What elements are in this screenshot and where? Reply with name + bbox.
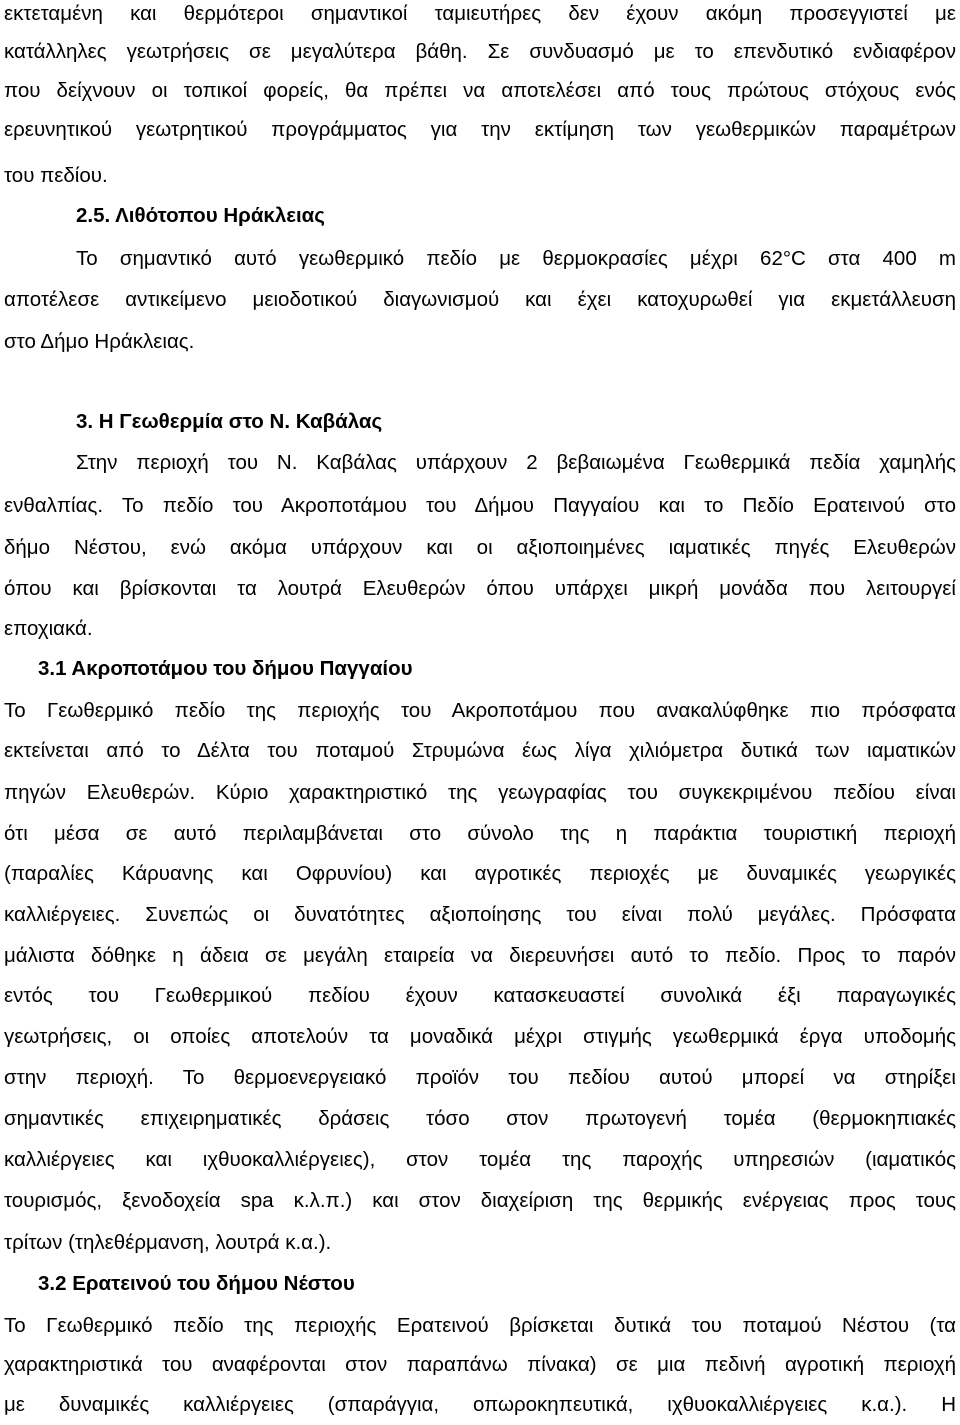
paragraph-line: δήμο Νέστου, ενώ ακόμα υπάρχουν και οι αξιοποιημένες ιαματικές πηγές Ελευθερών <box>4 536 956 559</box>
paragraph-line: καλλιέργειες. Συνεπώς οι δυνατότητες αξιοποίησης του είναι πολύ μεγάλες. Πρόσφατα <box>4 903 956 926</box>
section-heading-2-5: 2.5. Λιθότοπου Ηράκλειας <box>76 204 325 227</box>
section-heading-3-2: 3.2 Ερατεινού του δήμου Νέστου <box>38 1272 355 1295</box>
paragraph-line: (παραλίες Κάρυανης και Οφρυνίου) και αγροτικές περιοχές με δυναμικές γεωργικές <box>4 862 956 885</box>
section-heading-3: 3. Η Γεωθερμία στο Ν. Καβάλας <box>76 410 383 433</box>
paragraph-line: με δυναμικές καλλιέργειες (σπαράγγια, οπωροκηπευτικά, ιχθυοκαλλιέργειες κ.α.). Η <box>4 1393 956 1416</box>
paragraph-line: εντός του Γεωθερμικού πεδίου έχουν κατασκευαστεί συνολικά έξι παραγωγικές <box>4 984 956 1007</box>
paragraph-line: καλλιέργειες και ιχθυοκαλλιέργειες), στον τομέα της παροχής υπηρεσιών (ιαματικός <box>4 1148 956 1171</box>
paragraph-line: κατάλληλες γεωτρήσεις σε μεγαλύτερα βάθη. Σε συνδυασμό με το επενδυτικό ενδιαφέρον <box>4 40 956 63</box>
paragraph-line: όπου και βρίσκονται τα λουτρά Ελευθερών όπου υπάρχει μικρή μονάδα που λειτουργεί <box>4 577 956 600</box>
section-heading-3-1: 3.1 Ακροποτάμου του δήμου Παγγαίου <box>38 657 413 680</box>
paragraph-line: ότι μέσα σε αυτό περιλαμβάνεται στο σύνολο της η παράκτια τουριστική περιοχή <box>4 822 956 845</box>
paragraph-line: εποχιακά. <box>4 617 93 640</box>
paragraph-line: εκτείνεται από το Δέλτα του ποταμού Στρυμώνα έως λίγα χιλιόμετρα δυτικά των ιαματικών <box>4 739 956 762</box>
paragraph-line: ενθαλπίας. Το πεδίο του Ακροποτάμου του Δήμου Παγγαίου και το Πεδίο Ερατεινού στο <box>4 494 956 517</box>
paragraph-line: Το Γεωθερμικό πεδίο της περιοχής του Ακροποτάμου που ανακαλύφθηκε πιο πρόσφατα <box>4 699 956 722</box>
paragraph-line: στην περιοχή. Το θερμοενεργειακό προϊόν του πεδίου αυτού μπορεί να στηρίξει <box>4 1066 956 1089</box>
paragraph-line: Στην περιοχή του Ν. Καβάλας υπάρχουν 2 βεβαιωμένα Γεωθερμικά πεδία χαμηλής <box>76 451 956 474</box>
paragraph-line: του πεδίου. <box>4 164 108 187</box>
paragraph-line: ερευνητικού γεωτρητικού προγράμματος για την εκτίμηση των γεωθερμικών παραμέτρων <box>4 118 956 141</box>
paragraph-line: αποτέλεσε αντικείμενο μειοδοτικού διαγωνισμού και έχει κατοχυρωθεί για εκμετάλλευση <box>4 288 956 311</box>
paragraph-line: που δείχνουν οι τοπικοί φορείς, θα πρέπει να αποτελέσει από τους πρώτους στόχους ενός <box>4 79 956 102</box>
paragraph-line: γεωτρήσεις, οι οποίες αποτελούν τα μοναδικά μέχρι στιγμής γεωθερμικά έργα υποδομής <box>4 1025 956 1048</box>
paragraph-line: τουρισμός, ξενοδοχεία spa κ.λ.π.) και στον διαχείριση της θερμικής ενέργειας προς τους <box>4 1189 956 1212</box>
paragraph-line: Το Γεωθερμικό πεδίο της περιοχής Ερατεινού βρίσκεται δυτικά του ποταμού Νέστου (τα <box>4 1314 956 1337</box>
paragraph-line: στο Δήμο Ηράκλειας. <box>4 330 195 353</box>
paragraph-line: μάλιστα δόθηκε η άδεια σε μεγάλη εταιρεία να διερευνήσει αυτό το πεδίο. Προς το παρόν <box>4 944 956 967</box>
paragraph-line: εκτεταμένη και θερμότεροι σημαντικοί ταμιευτήρες δεν έχουν ακόμη προσεγγιστεί με <box>4 2 956 25</box>
paragraph-line: σημαντικές επιχειρηματικές δράσεις τόσο στον πρωτογενή τομέα (θερμοκηπιακές <box>4 1107 956 1130</box>
paragraph-line: πηγών Ελευθερών. Κύριο χαρακτηριστικό της γεωγραφίας του συγκεκριμένου πεδίου είναι <box>4 781 956 804</box>
paragraph-line: Το σημαντικό αυτό γεωθερμικό πεδίο με θερμοκρασίες μέχρι 62°C στα 400 m <box>76 247 956 270</box>
paragraph-line: τρίτων (τηλεθέρμανση, λουτρά κ.α.). <box>4 1231 332 1254</box>
paragraph-line: χαρακτηριστικά του αναφέρονται στον παραπάνω πίνακα) σε μια πεδινή αγροτική περιοχή <box>4 1353 956 1376</box>
